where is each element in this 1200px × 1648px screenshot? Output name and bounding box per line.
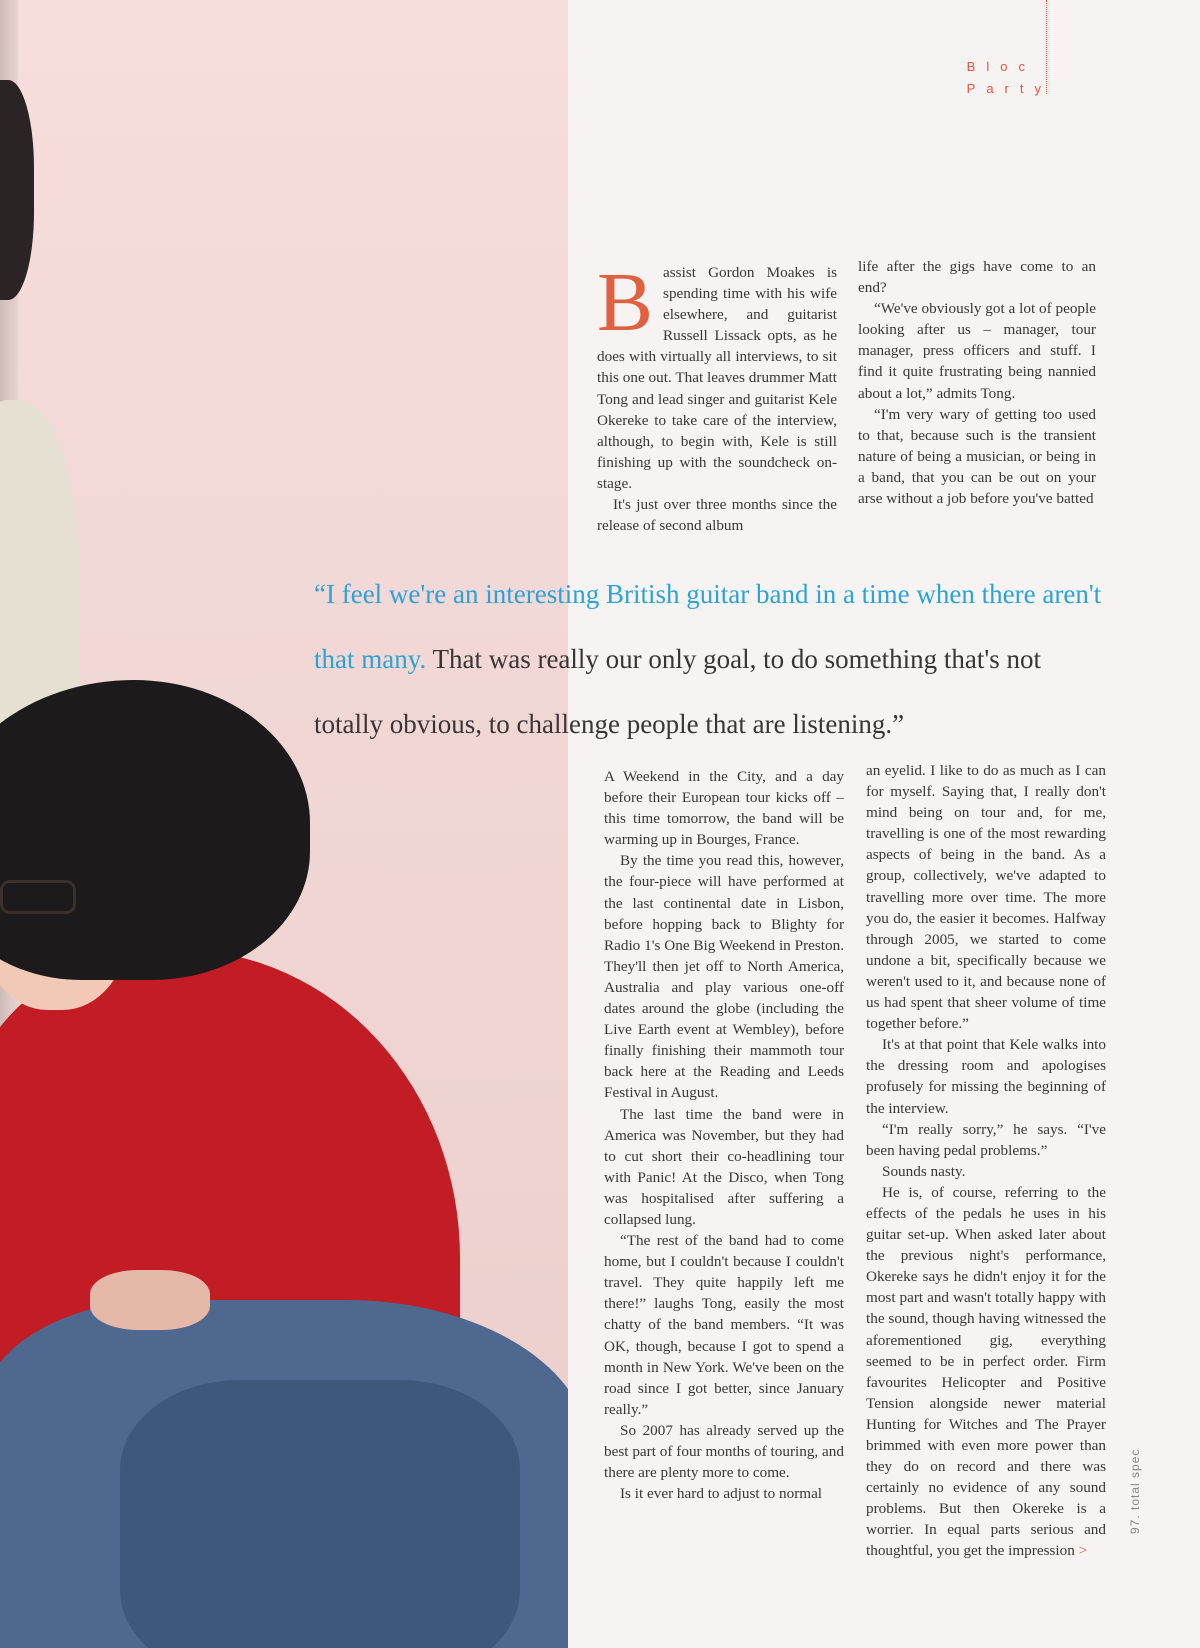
photo-hair <box>0 680 310 980</box>
article-column-1 <box>597 256 837 536</box>
paragraph: It's just over three months since the release of second album <box>597 496 837 535</box>
paragraph: It's at that point that Kele walks into the dressing room and apologises profusely for missing the beginning of the interview. <box>866 1036 1106 1117</box>
paragraph-text: He is, of course, referring to the effects of the pedals he uses in his guitar set-up. When asked later about the previous night's performance, Okereke says he didn't enjoy it for the most part and wasn't totally happy with the sound, though having witnessed the aforementioned gig, everything seemed to be in perfect order. Firm favourites Helicopter and Positive Tension alongside newer material Hunting for Witches and The Prayer brimmed with even more power than they do on record and there was certainly no evidence of any sound problems. But then Okereke is a worrier. In equal parts serious and thoughtful, you get the impression <box>866 1183 1106 1560</box>
paragraph: “We've obviously got a lot of people looking after us – manager, tour manager, press officers and stuff. I find it quite frustrating being nannied about a lot,” admits Tong. <box>858 300 1096 402</box>
paragraph: A Weekend in the City, and a day before their European tour kicks off – this time tomorrow, the band will be warming up in Bourges, France. <box>604 768 844 849</box>
paragraph: Is it ever hard to adjust to normal <box>620 1485 823 1503</box>
article-column-4 <box>866 760 1106 1562</box>
drop-cap: B <box>597 256 654 349</box>
paragraph: “I'm really sorry,” he says. “I've been having pedal problems.” <box>866 1120 1106 1159</box>
photo-jeans-shadow <box>120 1380 520 1648</box>
photo-glasses <box>0 880 76 914</box>
photo-figure-hair <box>0 80 34 300</box>
page-folio: 97. total spec <box>1128 1448 1142 1534</box>
paragraph: “The rest of the band had to come home, but I couldn't because I couldn't travel. They quite happily left me there!” laughs Tong, easily the most chatty of the band members. “It was OK, though, because I got to spend a month in New York. We've been on the road since I got better, since January really.” <box>604 1232 844 1418</box>
pull-quote-highlight: “I feel we're an interesting British guitar band in a time when there aren't that many. <box>314 579 1102 674</box>
paragraph: Sounds nasty. <box>882 1162 966 1180</box>
section-header <box>967 56 1052 100</box>
header-line-1: Bloc <box>966 59 1036 74</box>
paragraph <box>597 256 837 494</box>
article-column-3 <box>604 766 844 1504</box>
paragraph: So 2007 has already served up the best part of four months of touring, and there are plenty more to come. <box>604 1421 844 1482</box>
band-member-photo <box>0 0 568 1648</box>
pull-quote-rest: That was really our only goal, to do something that's not totally obvious, to challenge people that are listening.” <box>314 644 1041 739</box>
paragraph-text: assist Gordon Moakes is spending time with his wife elsewhere, and guitarist Russell Lissack opts, as he does with virtually all interviews, to sit this one out. That leaves drummer Matt Tong and lead singer and guitarist Kele Okereke to take care of the interview, although, to begin with, Kele is still finishing up with the soundcheck on-stage. <box>597 264 837 492</box>
paragraph: an eyelid. I like to do as much as I can for myself. Saying that, I really don't mind being on tour and, for me, travelling is one of the most rewarding aspects of being in the band. As a group, collectively, we've adapted to travelling more over time. The more you do, the easier it becomes. Halfway through 2005, we started to come undone a bit, specifically because we weren't used to it, and because none of us had spent that sheer volume of time together before.” <box>866 762 1106 1033</box>
paragraph: “I'm very wary of getting too used to that, because such is the transient nature of being a musician, or being in a band, that you can be out on your arse without a job before you've batted <box>858 405 1096 508</box>
paragraph <box>866 1182 1106 1562</box>
pull-quote <box>314 562 1104 757</box>
photo-hand <box>90 1270 210 1330</box>
paragraph: The last time the band were in America was November, but they had to cut short their co-headlining tour with Panic! At the Disco, when Tong was hospitalised after suffering a collapsed lung. <box>604 1105 844 1228</box>
paragraph: life after the gigs have come to an end? <box>858 258 1096 297</box>
paragraph: By the time you read this, however, the four-piece will have performed at the last continental date in Lisbon, before hopping back to Blighty for Radio 1's One Big Weekend in Preston. They'll then jet off to North America, Australia and play various one-off dates around the globe (including the Live Earth event at Wembley), before finally finishing their mammoth tour back here at the Reading and Leeds Festival in August. <box>604 852 844 1102</box>
continue-arrow-icon: > <box>1078 1542 1088 1560</box>
header-line-2: Party <box>966 81 1052 96</box>
article-column-2 <box>858 256 1096 509</box>
